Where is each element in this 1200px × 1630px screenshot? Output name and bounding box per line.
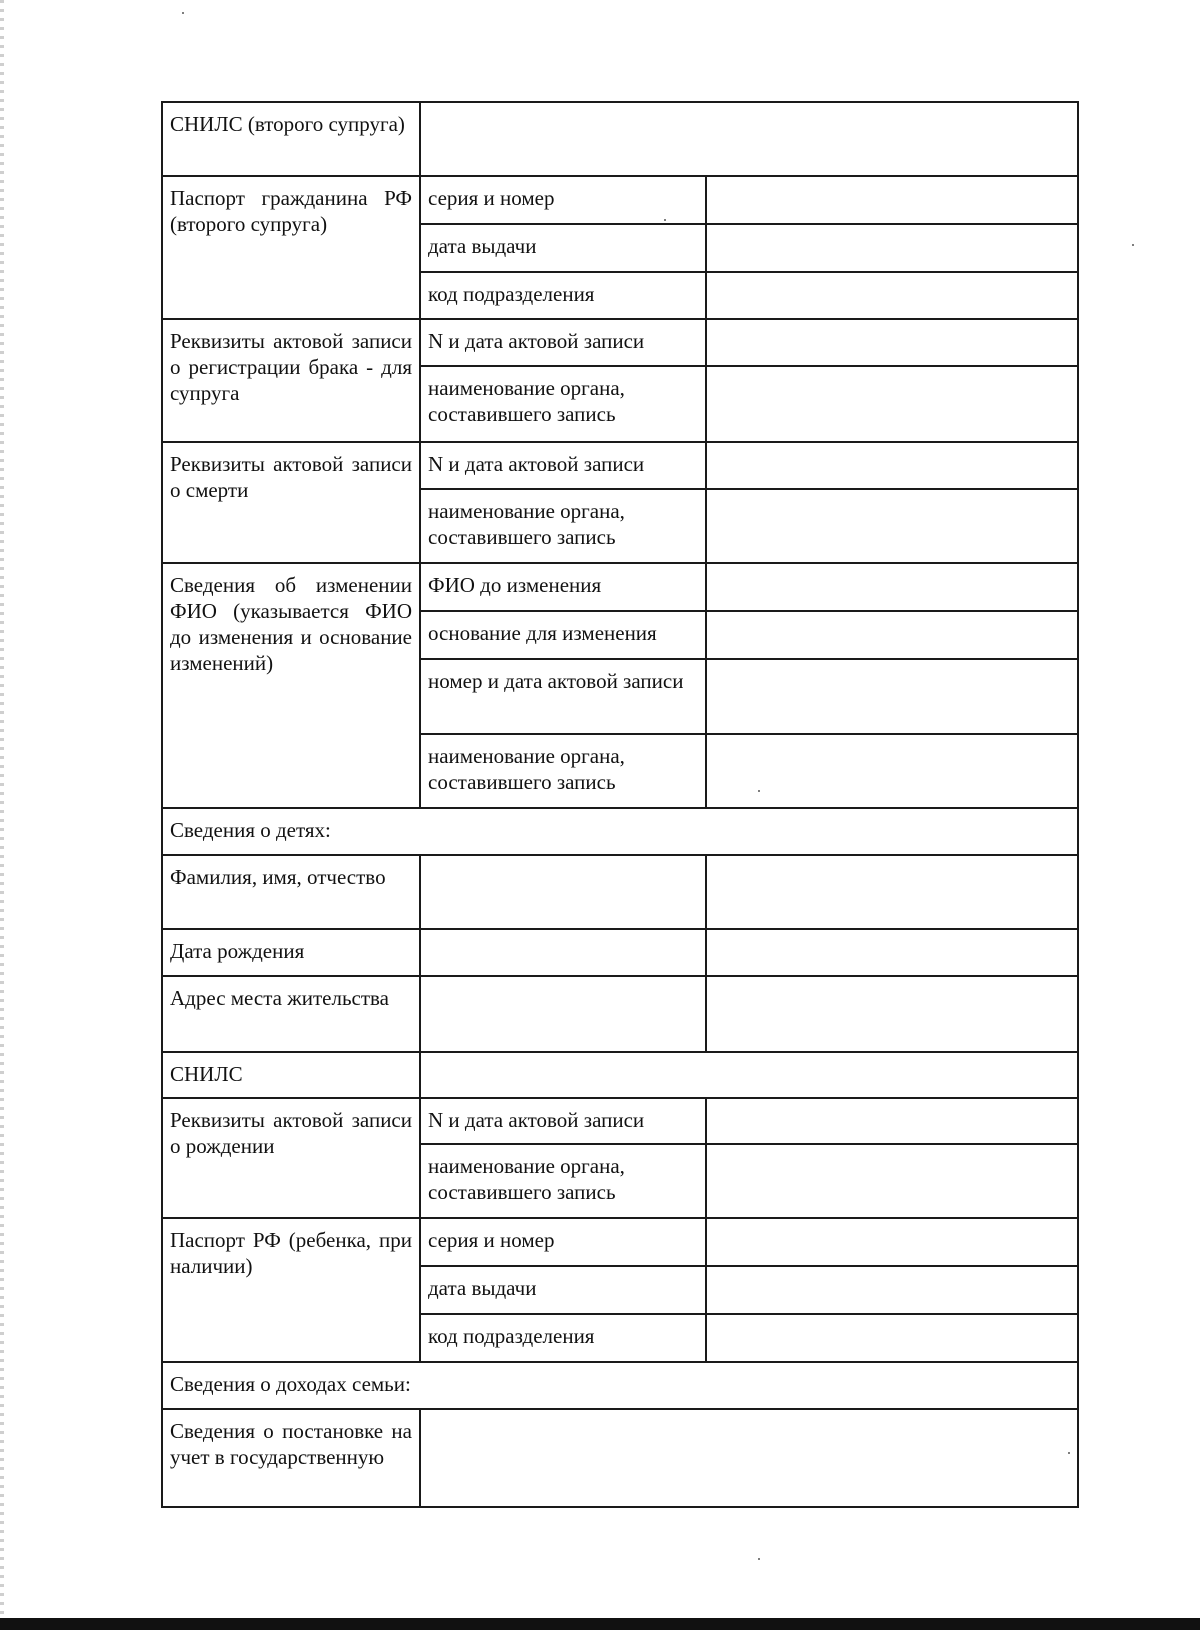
birth-record-row bbox=[162, 1098, 1078, 1144]
birth-record-number-value[interactable] bbox=[706, 1098, 1078, 1144]
death-record-row bbox=[162, 442, 1078, 489]
death-record-number-label: N и дата актовой записи bbox=[420, 442, 706, 489]
marriage-record-number-value[interactable] bbox=[706, 319, 1078, 366]
child-passport-series-label: серия и номер bbox=[420, 1218, 706, 1266]
children-section-title: Сведения о детях: bbox=[162, 808, 1078, 855]
child-passport-code-value[interactable] bbox=[706, 1314, 1078, 1362]
name-change-record-value[interactable] bbox=[706, 659, 1078, 734]
death-record-authority-value[interactable] bbox=[706, 489, 1078, 563]
name-change-previous-label: ФИО до изменения bbox=[420, 563, 706, 611]
birth-record-label: Реквизиты актовой записи о рождении bbox=[162, 1098, 420, 1218]
income-section-row bbox=[162, 1362, 1078, 1409]
name-change-label: Сведения об изменении ФИО (указывается ФИО до изменения и основание изменений) bbox=[162, 563, 420, 808]
spouse-snils-value[interactable] bbox=[420, 102, 1078, 176]
child-birth-date-label: Дата рождения bbox=[162, 929, 420, 976]
name-change-basis-label: основание для изменения bbox=[420, 611, 706, 659]
child-name-value-2[interactable] bbox=[706, 855, 1078, 929]
spouse-passport-series-label: серия и номер bbox=[420, 176, 706, 224]
marriage-record-row bbox=[162, 319, 1078, 366]
child-snils-value[interactable] bbox=[420, 1052, 1078, 1098]
child-passport-date-value[interactable] bbox=[706, 1266, 1078, 1314]
death-record-authority-label: наименование органа, составившего запись bbox=[420, 489, 706, 563]
child-passport-code-label: код подразделения bbox=[420, 1314, 706, 1362]
spouse-passport-date-label: дата выдачи bbox=[420, 224, 706, 272]
spouse-passport-code-label: код подразделения bbox=[420, 272, 706, 319]
scan-speck bbox=[1132, 244, 1134, 246]
name-change-basis-value[interactable] bbox=[706, 611, 1078, 659]
scan-speck bbox=[182, 12, 184, 14]
scan-left-edge bbox=[0, 0, 4, 1630]
child-birth-date-value-2[interactable] bbox=[706, 929, 1078, 976]
child-birth-date-row bbox=[162, 929, 1078, 976]
application-form-table bbox=[161, 101, 1079, 1508]
registration-value[interactable] bbox=[420, 1409, 1078, 1507]
children-section-row bbox=[162, 808, 1078, 855]
child-address-label: Адрес места жительства bbox=[162, 976, 420, 1052]
child-snils-label: СНИЛС bbox=[162, 1052, 420, 1098]
child-passport-series-value[interactable] bbox=[706, 1218, 1078, 1266]
death-record-number-value[interactable] bbox=[706, 442, 1078, 489]
spouse-passport-row bbox=[162, 176, 1078, 224]
registration-row bbox=[162, 1409, 1078, 1507]
child-passport-date-label: дата выдачи bbox=[420, 1266, 706, 1314]
marriage-record-label: Реквизиты актовой записи о регистрации брака - для супруга bbox=[162, 319, 420, 442]
income-section-title: Сведения о доходах семьи: bbox=[162, 1362, 1078, 1409]
spouse-passport-series-value[interactable] bbox=[706, 176, 1078, 224]
marriage-record-authority-label: наименование органа, составившего запись bbox=[420, 366, 706, 442]
death-record-label: Реквизиты актовой записи о смерти bbox=[162, 442, 420, 563]
spouse-snils-label: СНИЛС (второго супруга) bbox=[162, 102, 420, 176]
spouse-passport-date-value[interactable] bbox=[706, 224, 1078, 272]
name-change-authority-label: наименование органа, составившего запись bbox=[420, 734, 706, 808]
child-snils-row bbox=[162, 1052, 1078, 1098]
name-change-row bbox=[162, 563, 1078, 611]
child-address-row bbox=[162, 976, 1078, 1052]
child-passport-row bbox=[162, 1218, 1078, 1266]
child-name-row bbox=[162, 855, 1078, 929]
child-name-value-1[interactable] bbox=[420, 855, 706, 929]
name-change-previous-value[interactable] bbox=[706, 563, 1078, 611]
child-name-label: Фамилия, имя, отчество bbox=[162, 855, 420, 929]
child-passport-label: Паспорт РФ (ребенка, при наличии) bbox=[162, 1218, 420, 1362]
scan-speck bbox=[758, 1558, 760, 1560]
spouse-passport-label: Паспорт гражданина РФ (второго супруга) bbox=[162, 176, 420, 319]
child-address-value-1[interactable] bbox=[420, 976, 706, 1052]
marriage-record-number-label: N и дата актовой записи bbox=[420, 319, 706, 366]
child-address-value-2[interactable] bbox=[706, 976, 1078, 1052]
child-birth-date-value-1[interactable] bbox=[420, 929, 706, 976]
name-change-record-label: номер и дата актовой записи bbox=[420, 659, 706, 734]
birth-record-authority-label: наименование органа, составившего запись bbox=[420, 1144, 706, 1218]
spouse-snils-row bbox=[162, 102, 1078, 176]
spouse-passport-code-value[interactable] bbox=[706, 272, 1078, 319]
birth-record-authority-value[interactable] bbox=[706, 1144, 1078, 1218]
birth-record-number-label: N и дата актовой записи bbox=[420, 1098, 706, 1144]
marriage-record-authority-value[interactable] bbox=[706, 366, 1078, 442]
registration-label: Сведения о постановке на учет в государственную bbox=[162, 1409, 420, 1507]
scan-bottom-edge bbox=[0, 1618, 1200, 1630]
name-change-authority-value[interactable] bbox=[706, 734, 1078, 808]
